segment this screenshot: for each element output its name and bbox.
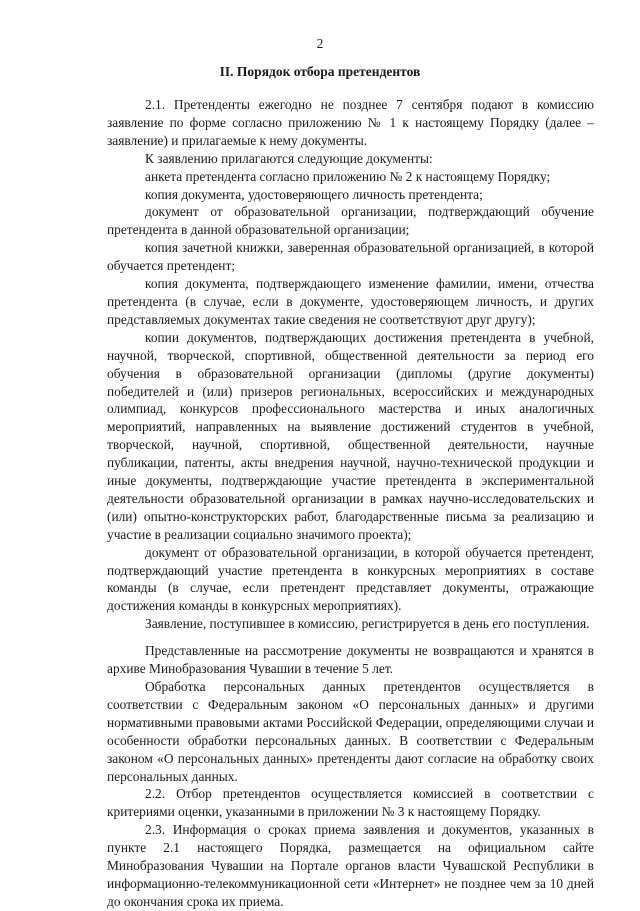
list-item-name-change-copy: копия документа, подтверждающего изменение фамилии, имени, отчества претендента (в случае, если в документе, удостоверяющем личность, и других представляемых документах такие сведения не соответствуют друг другу); bbox=[107, 276, 594, 327]
list-item-record-book-copy: копия зачетной книжки, заверенная образовательной организацией, в которой обучается претендент; bbox=[107, 240, 594, 274]
paragraph-2-2: 2.2. Отбор претендентов осуществляется комиссией в соответствии с критериями оценки, указанными в приложении № 3 к настоящему Порядку. bbox=[107, 786, 594, 820]
section-heading: II. Порядок отбора претендентов bbox=[219, 64, 421, 79]
list-item-team-participation: документ от образовательной организации, в которой обучается претендент, подтверждающий участие претендента в конкурсных мероприятиях в составе команды (в случае, если претендент представляет документы, отражающие достижения команды в конкурсных мероприятиях). bbox=[107, 544, 594, 614]
paragraph-2-3: 2.3. Информация о сроках приема заявления и документов, указанных в пункте 2.1 настоящего Порядка, размещается на официальном сайте Минобразования Чувашии на Портале органов власти Чувашской Республики в информационно-телекоммуникационной сети «Интернет» не позднее чем за 10 дней до окончания срока их приема. bbox=[107, 822, 594, 909]
list-item-enrollment-document: документ от образовательной организации, подтверждающий обучение претендента в данной образовательной организации; bbox=[107, 204, 594, 238]
paragraph-attachments-intro: К заявлению прилагаются следующие документы: bbox=[145, 150, 433, 166]
page-number: 2 bbox=[316, 36, 324, 51]
paragraph-archive: Представленные на рассмотрение документы не возвращаются и хранятся в архиве Минобразования Чувашии в течение 5 лет. bbox=[107, 643, 594, 677]
list-item-application-form: анкета претендента согласно приложению № 2 к настоящему Порядку; bbox=[145, 168, 551, 184]
paragraph-registration: Заявление, поступившее в комиссию, регистрируется в день его поступления. bbox=[145, 616, 590, 632]
list-item-achievements-copies: копии документов, подтверждающих достижения претендента в учебной, научной, творческой, спортивной, общественной деятельности за период его обучения в образовательной организации (дипломы (другие документы) победителей и (или) призеров региональных, всероссийских и международных олимпиад, конкурсов профессионального мастерства и иных аналогичных мероприятий, направленных на выявление достижений студентов в учебной, творческой, научной, спортивной, общественной деятельности, научные публикации, патенты, акты внедрения научной, научно-технической продукции и иные документы, подтверждающие участие претендента в экспериментальной деятельности образовательной организации в рамках научно-исследовательских и (или) опытно-конструкторских работ, благодарственные письма за реализацию и участие в реализации социально значимого проекта); bbox=[107, 329, 594, 542]
document-body bbox=[107, 96, 594, 911]
paragraph-2-1: 2.1. Претенденты ежегодно не позднее 7 сентября подают в комиссию заявление по форме согласно приложению № 1 к настоящему Порядку (далее – заявление) и прилагаемые к нему документы. bbox=[107, 97, 594, 148]
list-item-identity-copy: копия документа, удостоверяющего личность претендента; bbox=[145, 186, 483, 202]
paragraph-personal-data: Обработка персональных данных претендентов осуществляется в соответствии с Федеральным законом «О персональных данных» и другими нормативными правовыми актами Российской Федерации, определяющими случаи и особенности обработки персональных данных. В соответствии с Федеральным законом «О персональных данных» претенденты дают согласие на обработку своих персональных данных. bbox=[107, 679, 594, 784]
